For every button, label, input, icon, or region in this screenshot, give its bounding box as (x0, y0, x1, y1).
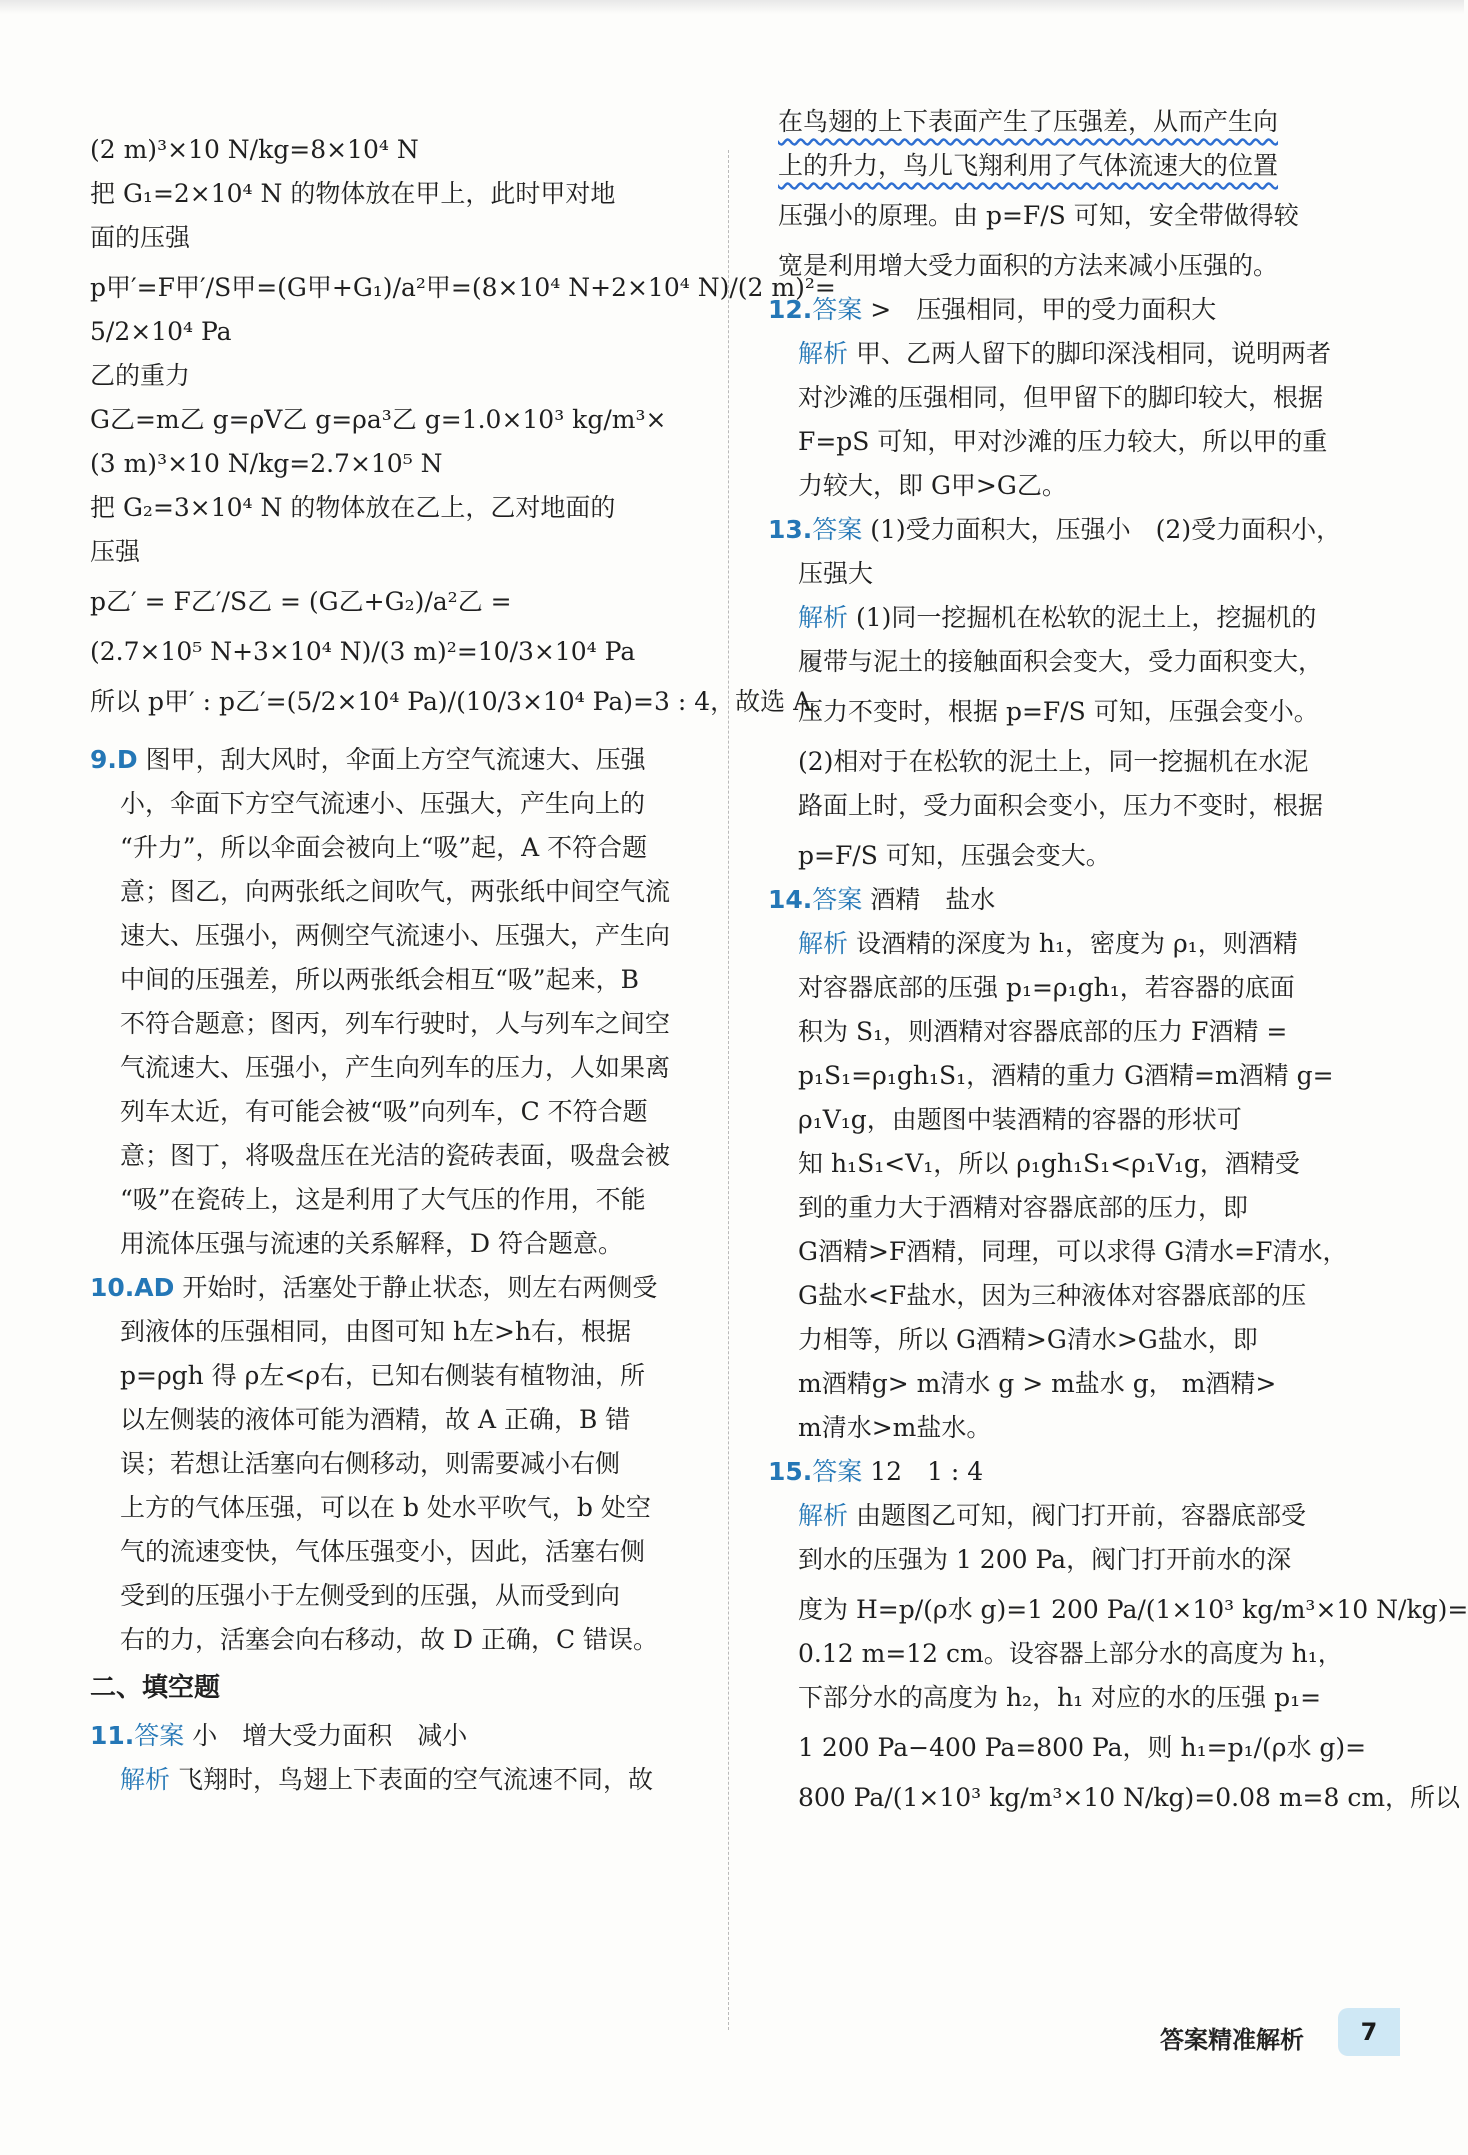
question-12 (768, 288, 1368, 508)
text-line: 把 G₁=2×10⁴ N 的物体放在甲上，此时甲对地 (90, 179, 616, 208)
answer-tag: 答案 (812, 515, 863, 544)
formula-line: 5/2×10⁴ Pa (90, 317, 232, 346)
answer-text: 12 1 : 4 (870, 1457, 984, 1486)
text-line: 速大、压强小，两侧空气流速小、压强大，产生向 (120, 921, 671, 950)
text-line: F=pS 可知，甲对沙滩的压力较大，所以甲的重 (798, 427, 1328, 456)
text-line (768, 100, 1368, 144)
text-line: 小，伞面下方空气流速小、压强大，产生向上的 (120, 789, 646, 818)
question-13 (768, 508, 1368, 878)
formula-line: (2.7×10⁵ N+3×10⁴ N)/(3 m)²=10/3×10⁴ Pa (90, 637, 636, 666)
analysis-tag: 解析 (120, 1765, 171, 1794)
text-line: 积为 S₁，则酒精对容器底部的压力 F酒精 = (798, 1017, 1288, 1046)
text-line: 用流体压强与流速的关系解释，D 符合题意。 (120, 1229, 623, 1258)
text-line: “吸”在瓷砖上，这是利用了大气压的作用，不能 (120, 1185, 646, 1214)
text-line: 乙的重力 (90, 361, 191, 390)
formula-line: (3 m)³×10 N/kg=2.7×10⁵ N (90, 449, 443, 478)
text-line: 到的重力大于酒精对容器底部的压力，即 (798, 1193, 1249, 1222)
text-line: 以左侧装的液体可能为酒精，故 A 正确，B 错 (120, 1405, 631, 1434)
analysis-tag: 解析 (798, 603, 849, 632)
question-number: 13. (768, 515, 813, 544)
text-line: 不符合题意；图丙，列车行驶时，人与列车之间空 (120, 1009, 671, 1038)
text-line: 力相等，所以 G酒精>G清水>G盐水，即 (798, 1325, 1258, 1354)
text-line: 受到的压强小于左侧受到的压强，从而受到向 (120, 1581, 621, 1610)
analysis-tag: 解析 (798, 929, 849, 958)
text-line: 设酒精的深度为 h₁，密度为 ρ₁，则酒精 (855, 929, 1298, 958)
text-line: 履带与泥土的接触面积会变大，受力面积变大， (798, 647, 1324, 676)
text-line: 右的力，活塞会向右移动，故 D 正确，C 错误。 (120, 1625, 659, 1654)
text-line: 到水的压强为 1 200 Pa，阀门打开前水的深 (798, 1545, 1292, 1574)
text-line: 到液体的压强相同，由图可知 h左>h右，根据 (120, 1317, 632, 1346)
text-line: (1)同一挖掘机在松软的泥土上，挖掘机的 (855, 603, 1317, 632)
section-title: 二、填空题 (90, 1673, 221, 1703)
analysis-tag: 解析 (798, 1501, 849, 1530)
footer-label: 答案精准解析 (1160, 2026, 1304, 2054)
answer-tag: 答案 (812, 885, 863, 914)
text-line: 意；图丁，将吸盘压在光洁的瓷砖表面，吸盘会被 (120, 1141, 671, 1170)
question-15 (768, 1450, 1468, 1820)
analysis-tag: 解析 (798, 339, 849, 368)
text-line: 下部分水的高度为 h₂，h₁ 对应的水的压强 p₁= (798, 1683, 1322, 1712)
question-9 (90, 738, 690, 1266)
formula-line: 800 Pa/(1×10³ kg/m³×10 N/kg)=0.08 m=8 cm，所以 (798, 1783, 1461, 1812)
text-line: 误；若想让活塞向右侧移动，则需要减小右侧 (120, 1449, 621, 1478)
formula-line: p乙′ = F乙′/S乙 = (G乙+G₂)/a²乙 = (90, 587, 512, 616)
question-number: 12. (768, 295, 813, 324)
text-line: 路面上时，受力面积会变小，压力不变时，根据 (798, 791, 1324, 820)
text-line: 宽是利用增大受力面积的方法来减小压强的。 (778, 251, 1279, 280)
text-line (768, 144, 1368, 188)
text-line: 飞翔时，鸟翅上下表面的空气流速不同，故 (177, 1765, 653, 1794)
text-line: G酒精>F酒精，同理，可以求得 G清水=F清水， (798, 1237, 1348, 1266)
text-line: 对容器底部的压强 p₁=ρ₁gh₁，若容器的底面 (798, 973, 1295, 1002)
text-line: 把 G₂=3×10⁴ N 的物体放在乙上，乙对地面的 (90, 493, 616, 522)
formula-line: 所以 p甲′ : p乙′=(5/2×10⁴ Pa)/(10/3×10⁴ Pa)=3 : 4，故选 A。 (90, 687, 837, 716)
text-line: 0.12 m=12 cm。设容器上部分水的高度为 h₁， (798, 1639, 1343, 1668)
page-number: 7 (1338, 2008, 1400, 2056)
text-line: 压强小的原理。由 p=F/S 可知，安全带做得较 (778, 201, 1299, 230)
text-line: 列车太近，有可能会被“吸”向列车，C 不符合题 (120, 1097, 648, 1126)
text-line: p=ρgh 得 ρ左<ρ右，已知右侧装有植物油，所 (120, 1361, 645, 1390)
answer-tag: 答案 (812, 1457, 863, 1486)
text-line: 甲、乙两人留下的脚印深浅相同，说明两者 (855, 339, 1331, 368)
text-line: 气的流速变快，气体压强变小，因此，活塞右侧 (120, 1537, 646, 1566)
question-14 (768, 878, 1368, 1450)
formula-line: 度为 H=p/(ρ水 g)=1 200 Pa/(1×10³ kg/m³×10 N/kg)= (798, 1595, 1468, 1624)
text-line: (2)相对于在松软的泥土上，同一挖掘机在水泥 (798, 747, 1309, 776)
text-line: 气流速大、压强小，产生向列车的压力，人如果离 (120, 1053, 671, 1082)
text-line: 力较大，即 G甲>G乙。 (798, 471, 1067, 500)
text-line: 知 h₁S₁<V₁，所以 ρ₁gh₁S₁<ρ₁V₁g，酒精受 (798, 1149, 1300, 1178)
underlined-text: 在鸟翅的上下表面产生了压强差，从而产生向 (778, 107, 1279, 136)
text-line: “升力”，所以伞面会被向上“吸”起，A 不符合题 (120, 833, 648, 862)
answer-text: 压强大 (798, 559, 874, 588)
top-scan-edge (0, 0, 1464, 14)
question-10 (90, 1266, 690, 1662)
text-line: 意；图乙，向两张纸之间吹气，两张纸中间空气流 (120, 877, 671, 906)
text-line: 中间的压强差，所以两张纸会相互“吸”起来，B (120, 965, 639, 994)
column-divider (728, 150, 729, 2030)
formula-line: p甲′=F甲′/S甲=(G甲+G₁)/a²甲=(8×10⁴ N+2×10⁴ N)/(2 m)²= (90, 273, 836, 302)
text-line: m清水>m盐水。 (798, 1413, 992, 1442)
question-number: 14. (768, 885, 813, 914)
text-line: 上方的气体压强，可以在 b 处水平吹气，b 处空 (120, 1493, 651, 1522)
text-line: 由题图乙可知，阀门打开前，容器底部受 (855, 1501, 1306, 1530)
answer-tag: 答案 (134, 1721, 185, 1750)
question-number: 9.D (90, 745, 138, 774)
formula-line: 1 200 Pa−400 Pa=800 Pa，则 h₁=p₁/(ρ水 g)= (798, 1733, 1367, 1762)
text-line: ρ₁V₁g，由题图中装酒精的容器的形状可 (798, 1105, 1242, 1134)
right-column (768, 100, 1468, 1820)
text-line: 压力不变时，根据 p=F/S 可知，压强会变小。 (798, 697, 1319, 726)
text-line: 图甲，刮大风时，伞面上方空气流速大、压强 (145, 745, 646, 774)
text-line: 对沙滩的压强相同，但甲留下的脚印较大，根据 (798, 383, 1324, 412)
text-line: m酒精g> m清水 g > m盐水 g， m酒精> (798, 1369, 1277, 1398)
question-11 (90, 1714, 690, 1802)
question-number: 15. (768, 1457, 813, 1486)
text-line: p₁S₁=ρ₁gh₁S₁，酒精的重力 G酒精=m酒精 g= (798, 1061, 1334, 1090)
text-line: 压强 (90, 537, 141, 566)
text-line: (2 m)³×10 N/kg=8×10⁴ N (90, 135, 419, 164)
text-line: G盐水<F盐水，因为三种液体对容器底部的压 (798, 1281, 1307, 1310)
answer-tag: 答案 (812, 295, 863, 324)
text-line: 开始时，活塞处于静止状态，则左右两侧受 (182, 1273, 658, 1302)
answer-text: (1)受力面积大，压强小 (2)受力面积小， (870, 515, 1342, 544)
text-line: p=F/S 可知，压强会变大。 (798, 841, 1111, 870)
answer-text: > 压强相同，甲的受力面积大 (870, 295, 1217, 324)
text-line: 面的压强 (90, 223, 191, 252)
underlined-text: 上的升力，鸟儿飞翔利用了气体流速大的位置 (778, 151, 1279, 180)
answer-text: 小 增大受力面积 减小 (192, 1721, 468, 1750)
question-number: 10.AD (90, 1273, 175, 1302)
answer-text: 酒精 盐水 (870, 885, 996, 914)
formula-line: G乙=m乙 g=ρV乙 g=ρa³乙 g=1.0×10³ kg/m³× (90, 405, 667, 434)
question-number: 11. (90, 1721, 135, 1750)
